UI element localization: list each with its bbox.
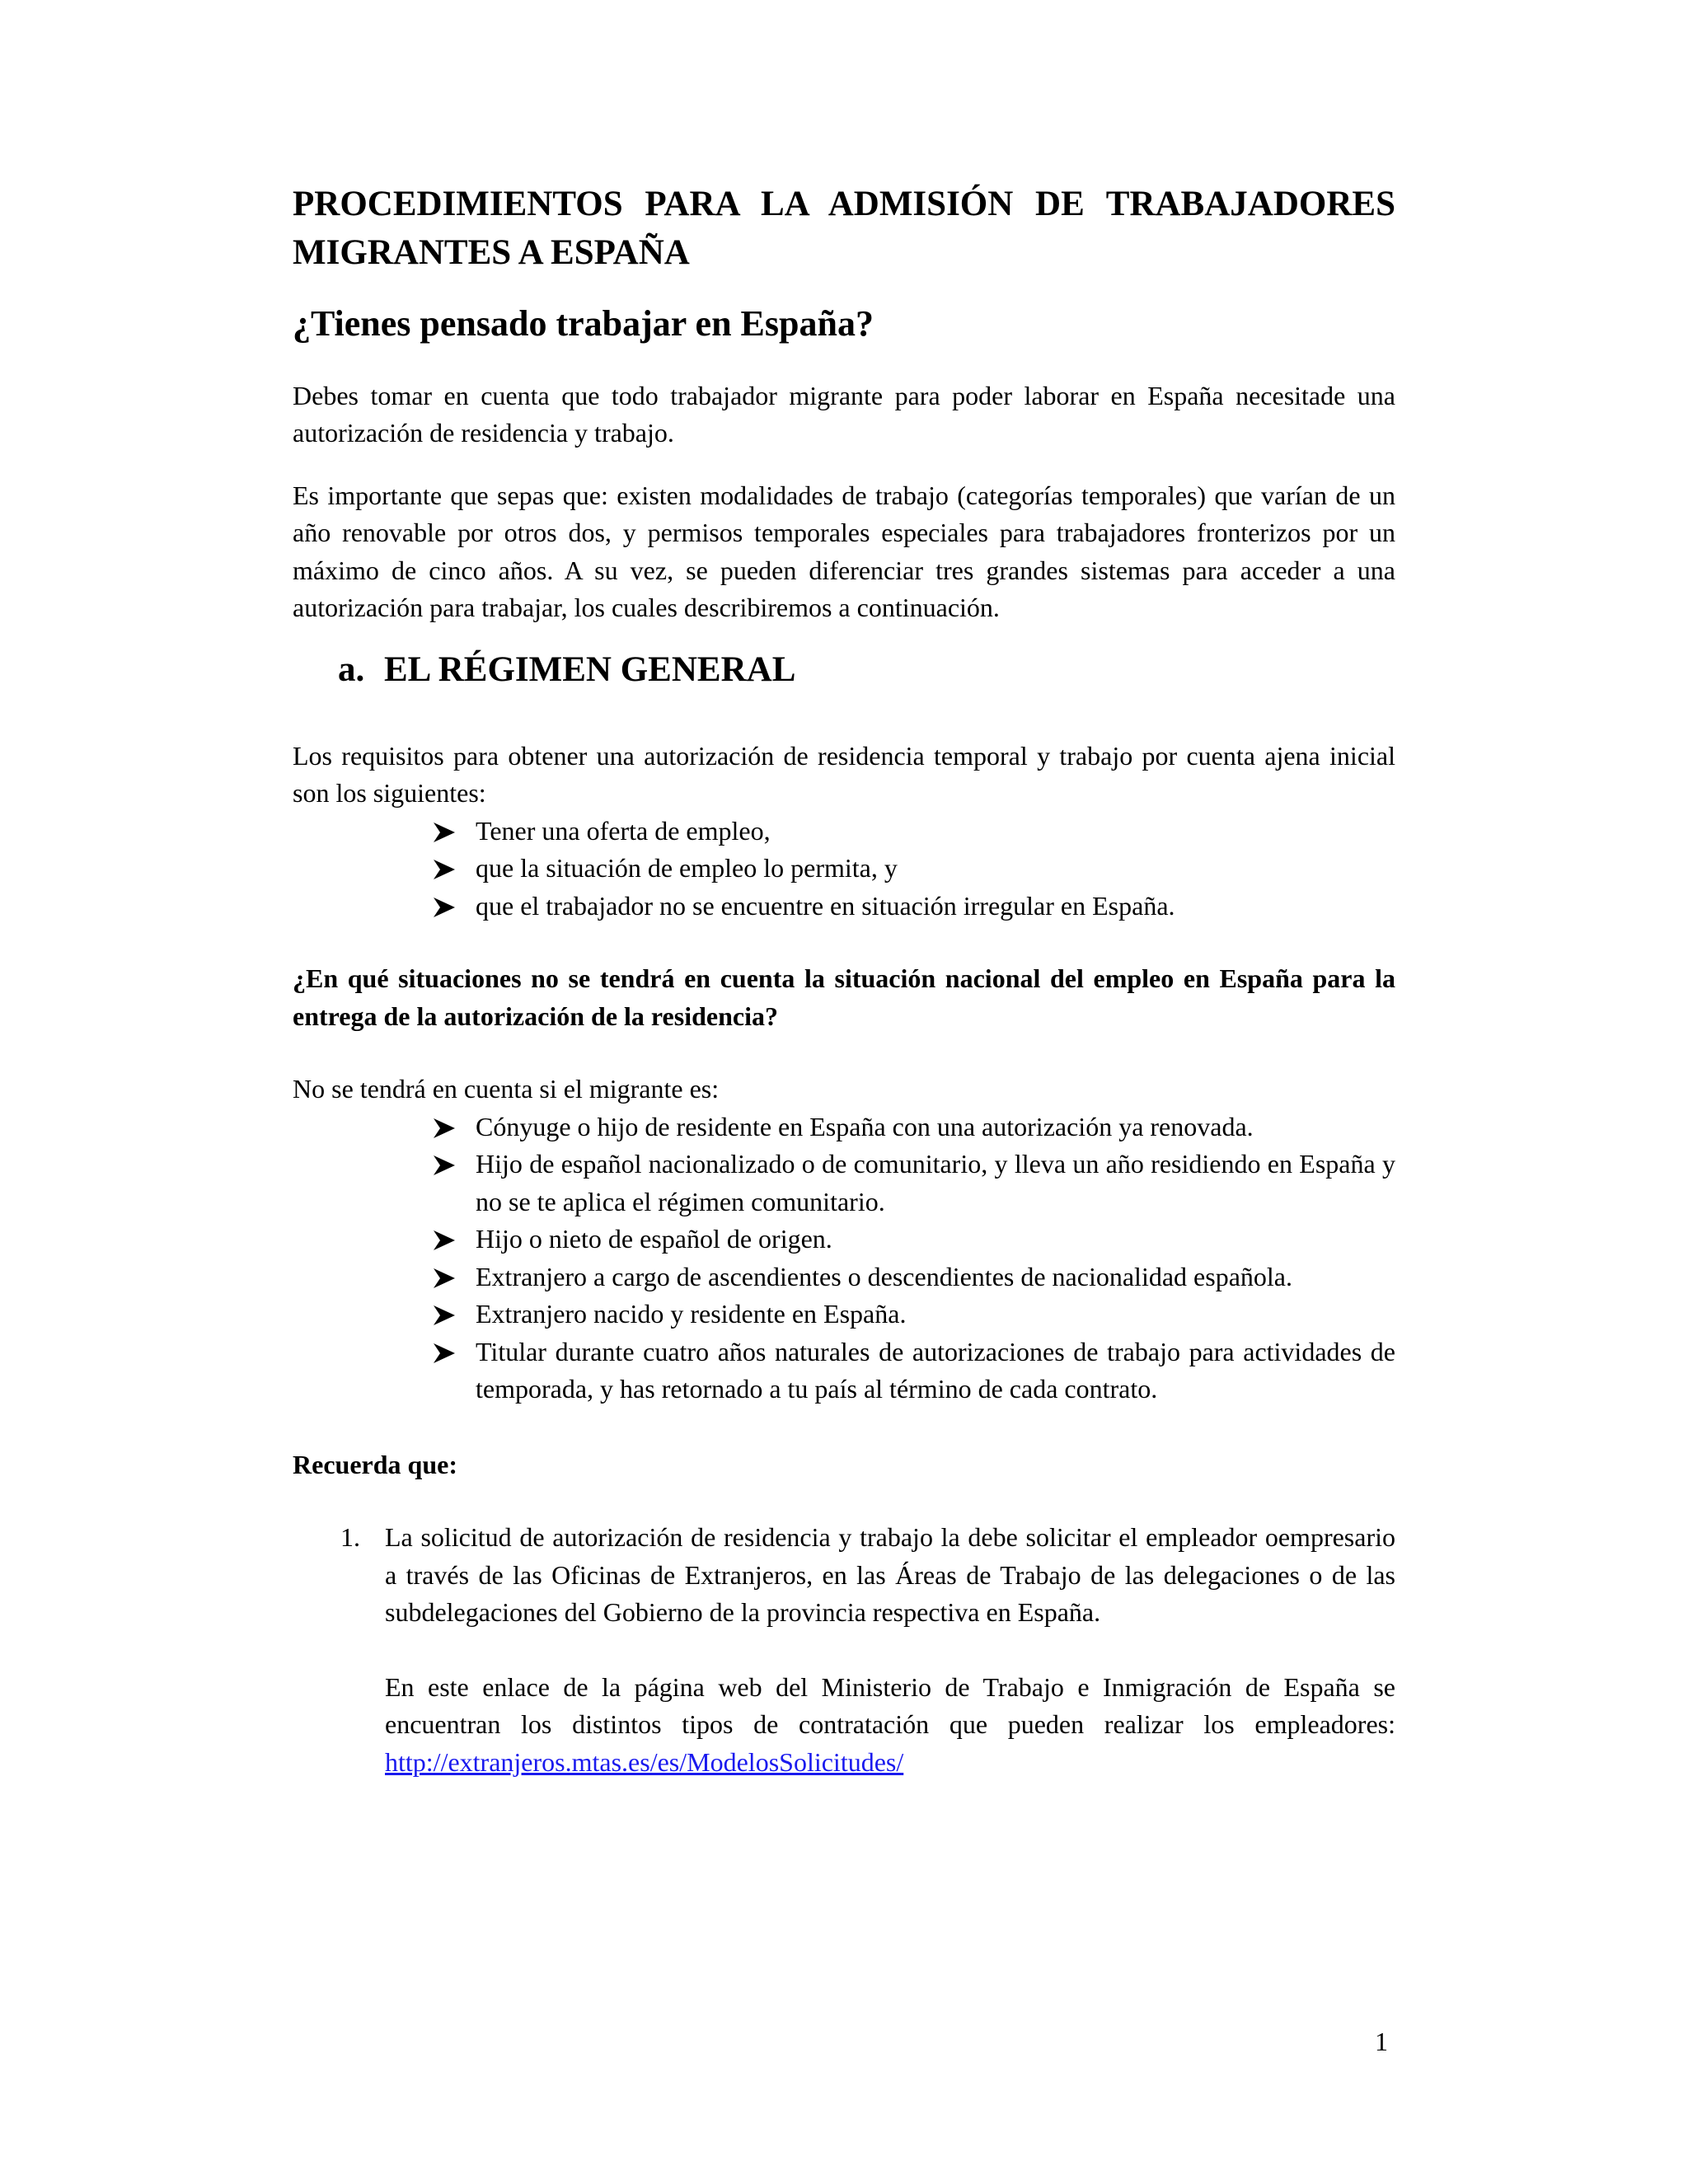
list-item [293,1519,1395,1781]
requirements-list [293,813,1395,926]
list-item [293,1146,1395,1221]
arrow-bullet-icon [433,1155,456,1176]
arrow-bullet-icon [433,1268,456,1289]
link-intro-paragraph [385,1669,1395,1782]
list-item-text: Tener una oferta de empleo, [476,815,771,846]
list-item-text: Hijo o nieto de español de origen. [476,1224,832,1254]
question-heading: ¿En qué situaciones no se tendrá en cuenta la situación nacional del empleo en España para la entrega de la autorización de la residencia? [293,963,1395,1031]
list-item [293,888,1395,926]
list-item-text: que el trabajador no se encuentre en situación irregular en España. [476,890,1175,921]
list-item-text: Extranjero nacido y residente en España. [476,1299,907,1329]
list-item [293,850,1395,888]
list-item-text: Titular durante cuatro años naturales de autorizaciones de trabajo para actividades de temporada, y has retornado a tu país al término de cada contrato. [476,1336,1395,1404]
list-item-number: 1. [340,1522,360,1553]
arrow-bullet-icon [433,897,456,918]
link-intro-text: En este enlace de la página web del Ministerio de Trabajo e Inmigración de España se encuentran los distintos tipos de contratación que pueden realizar los empleadores: [385,1671,1395,1740]
document-title [293,180,1395,277]
list-item-text: Cónyuge o hijo de residente en España con una autorización ya renovada. [476,1111,1254,1141]
arrow-bullet-icon [433,859,456,880]
intro-paragraph-2: Es importante que sepas que: existen modalidades de trabajo (categorías temporales) que varían de un año renovable por otros dos, y permisos temporales especiales para trabajadores fronterizos por un máximo de cinco años. A su vez, se pueden diferenciar tres grandes sistemas para acceder a una autorización para trabajar, los cuales describiremos a continuación. [293,480,1395,623]
ministerio-link[interactable]: http://extranjeros.mtas.es/es/ModelosSolicitudes/ [385,1746,904,1777]
remember-item-text: La solicitud de autorización de residencia y trabajo la debe solicitar el empleador oempresario a través de las Oficinas de Extranjeros, en las Áreas de Trabajo de las delegaciones o de las subdelegaciones del Gobierno de la provincia respectiva en España. [385,1522,1395,1628]
section-letter: a. [338,649,365,689]
list-item [293,813,1395,851]
list-item [293,1221,1395,1258]
list-item [293,1333,1395,1408]
arrow-bullet-icon [433,1118,456,1139]
intro-paragraph-1: Debes tomar en cuenta que todo trabajador migrante para poder laborar en España necesitade una autorización de residencia y trabajo. [293,380,1395,448]
remember-list [293,1519,1395,1781]
list-item [293,1108,1395,1146]
section-heading-regimen-general [293,647,1395,693]
section-title: EL RÉGIMEN GENERAL [384,649,796,689]
list-item [293,1258,1395,1296]
list-item-text: Hijo de español nacionalizado o de comunitario, y lleva un año residiendo en España y no se te aplica el régimen comunitario. [476,1149,1395,1216]
arrow-bullet-icon [433,1343,456,1364]
exceptions-list [293,1108,1395,1408]
list-item [293,1296,1395,1333]
document-content [293,180,1395,1781]
exceptions-intro: No se tendrá en cuenta si el migrante es: [293,1074,720,1104]
requirements-intro: Los requisitos para obtener una autorización de residencia temporal y trabajo por cuenta ajena inicial son los siguientes: [293,740,1395,808]
arrow-bullet-icon [433,1305,456,1326]
list-item-text: Extranjero a cargo de ascendientes o descendientes de nacionalidad española. [476,1261,1292,1291]
arrow-bullet-icon [433,822,456,843]
title-line-1: PROCEDIMIENTOS PARA LA ADMISIÓN DE TRABAJADORES [293,185,1395,223]
arrow-bullet-icon [433,1230,456,1251]
remember-heading: Recuerda que: [293,1449,457,1479]
subtitle: ¿Tienes pensado trabajar en España? [293,303,874,344]
list-item-text: que la situación de empleo lo permita, y [476,853,898,883]
page-number: 1 [1375,2027,1388,2056]
title-line-2: MIGRANTES A ESPAÑA [293,233,690,272]
